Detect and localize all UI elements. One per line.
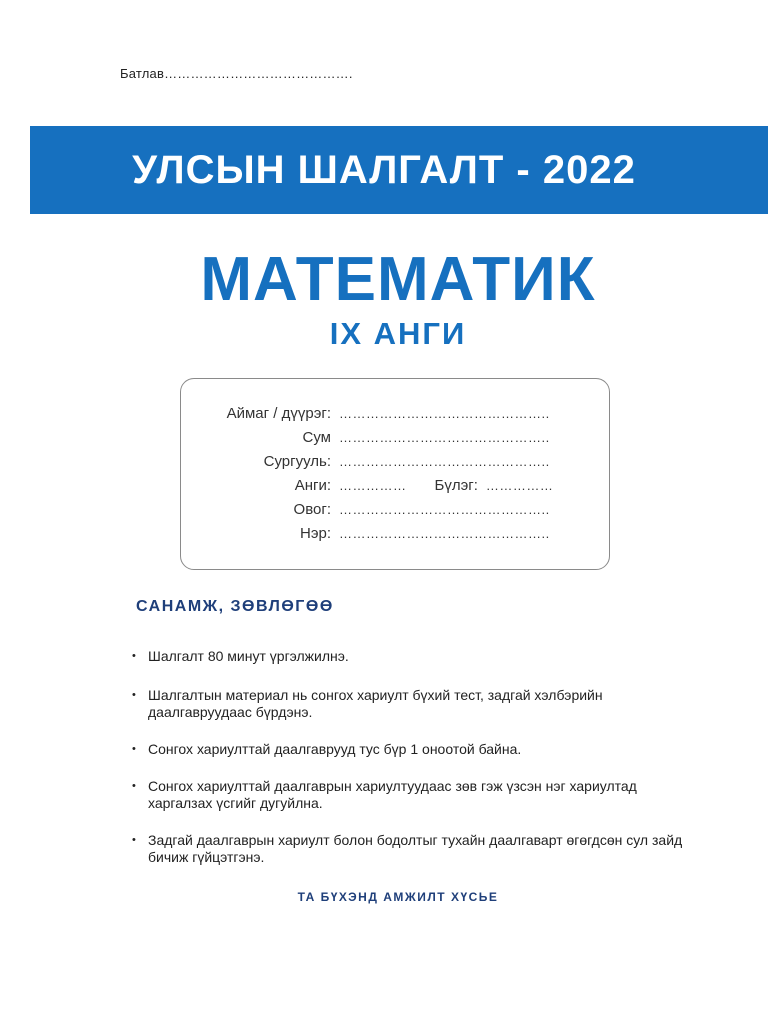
advice-item (132, 648, 692, 665)
advice-item (132, 687, 692, 721)
student-info-box (180, 378, 610, 570)
advice-item (132, 778, 692, 812)
field-class (181, 477, 553, 499)
field-province-input[interactable]: ……………………………………….. (339, 406, 550, 421)
advice-item-text: Задгай даалгаврын хариулт болон бодолтыг тухайн даалгаварт өгөгдсөн сул зайд бичиж гүйцэтгэнэ. (148, 832, 683, 865)
field-surname-input[interactable]: ……………………………………….. (339, 502, 550, 517)
advice-item-text: Шалгалтын материал нь сонгох хариулт бүхий тест, задгай хэлбэрийн даалгавруудаас бүрдэнэ. (148, 687, 603, 720)
field-soum-input[interactable]: ……………………………………….. (339, 430, 550, 445)
field-soum (181, 429, 550, 451)
field-name-label: Нэр: (300, 525, 331, 542)
field-group-input[interactable]: …………… (485, 478, 554, 493)
field-name (181, 525, 550, 547)
field-class-input[interactable]: …………… (339, 478, 407, 493)
field-class-label: Анги: (294, 477, 331, 494)
advice-item-text: Сонгох хариулттай даалгаврын хариултуудаас зөв гэж үзсэн нэг хариултад харгалзах үсгийг дугуйлна. (148, 778, 637, 811)
field-soum-label: Сум (302, 429, 331, 446)
grade-title: IX АНГИ (329, 316, 467, 351)
good-luck-message: ТА БҮХЭНД АМЖИЛТ ХҮСЬЕ (297, 890, 499, 904)
field-province (181, 405, 550, 427)
exam-banner-title: УЛСЫН ШАЛГАЛТ - 2022 (132, 147, 636, 192)
bullet-icon: • (132, 650, 136, 662)
advice-item (132, 832, 692, 866)
bullet-icon: • (132, 780, 136, 792)
advice-title: САНАМЖ, ЗӨВЛӨГӨӨ (136, 598, 334, 615)
advice-item-text: Сонгох хариулттай даалгаврууд тус бүр 1 оноотой байна. (148, 741, 522, 757)
field-school-label: Сургууль: (263, 453, 331, 470)
field-group-label: Бүлэг: (434, 477, 478, 494)
advice-item (132, 741, 692, 758)
bullet-icon: • (132, 689, 136, 701)
field-school (181, 453, 550, 475)
subject-title: МАТЕМАТИК (200, 245, 596, 314)
advice-item-text: Шалгалт 80 минут үргэлжилнэ. (148, 648, 349, 664)
field-province-label: Аймаг / дүүрэг: (226, 405, 331, 422)
bullet-icon: • (132, 743, 136, 755)
exam-banner (30, 126, 768, 214)
field-surname-label: Овог: (293, 501, 331, 518)
approval-line: Батлав……………………………………. (120, 66, 353, 81)
field-school-input[interactable]: ……………………………………….. (339, 454, 550, 469)
advice-list (132, 648, 692, 866)
field-surname (181, 501, 550, 523)
field-name-input[interactable]: ……………………………………….. (339, 526, 550, 541)
bullet-icon: • (132, 834, 136, 846)
